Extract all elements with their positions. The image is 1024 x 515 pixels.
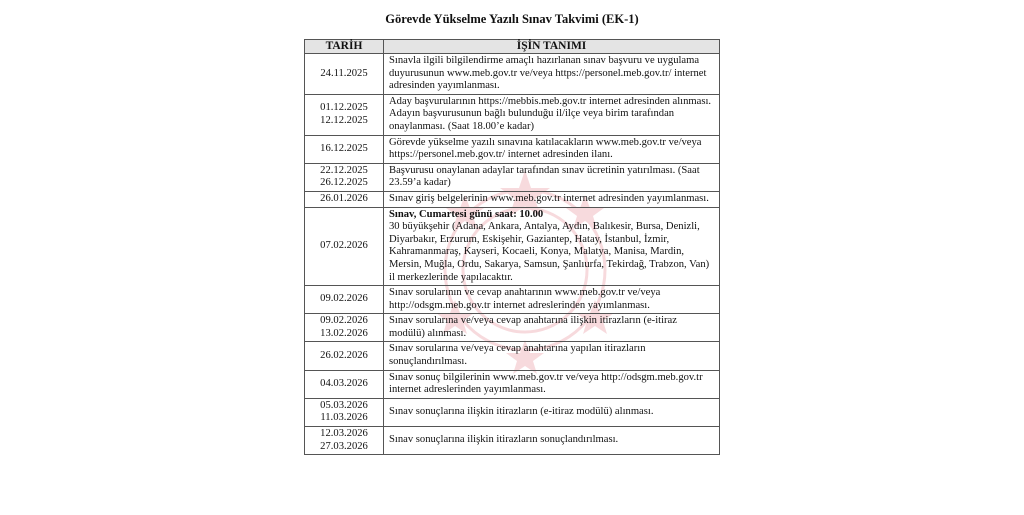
table-row <box>305 163 720 191</box>
exam-time-heading: Sınav, Cumartesi günü saat: 10.00 <box>389 208 544 220</box>
date-cell <box>305 286 384 314</box>
end-date: 13.02.2026 <box>320 327 368 339</box>
table-row <box>305 342 720 370</box>
description-text: Başvurusu onaylanan adaylar tarafından sınav ücretinin yatırılması. (Saat 23.59’a kadar) <box>389 164 700 189</box>
description-cell <box>384 398 720 426</box>
description-cell <box>384 163 720 191</box>
date-cell <box>305 370 384 398</box>
table-row <box>305 207 720 286</box>
description-text: Sınav sonuçlarına ilişkin itirazların (e-itiraz modülü) alınması. <box>389 406 654 418</box>
description-text: Sınav giriş belgelerinin www.meb.gov.tr internet adresinden yayımlanması. <box>389 192 709 204</box>
table-row <box>305 398 720 426</box>
description-cell <box>384 286 720 314</box>
end-date: 26.12.2025 <box>320 177 368 189</box>
start-date: 04.03.2026 <box>320 377 368 389</box>
description-text: Aday başvurularının https://mebbis.meb.gov.tr internet adresinden alınması. Adayın başvurusunun bağlı bulunduğu il/ilçe veya birim tarafından onaylanması. (Saat 18.00’e kadar) <box>389 95 712 132</box>
table-row <box>305 191 720 207</box>
description-text: Sınavla ilgili bilgilendirme amaçlı hazırlanan sınav başvuru ve uygulama duyurusunun www.meb.gov.tr ve/veya https://personel.meb.gov.tr/ internet adresinden yayımlanması. <box>389 55 707 92</box>
table-row <box>305 54 720 95</box>
description-cell <box>384 135 720 163</box>
date-cell <box>305 54 384 95</box>
description-text: Sınav sonuçlarına ilişkin itirazların sonuçlandırılması. <box>389 434 619 446</box>
description-cell <box>384 370 720 398</box>
description-cell <box>384 207 720 286</box>
description-text: 30 büyükşehir (Adana, Ankara, Antalya, Aydın, Balıkesir, Bursa, Denizli, Diyarbakır, Erzurum, Eskişehir, Gaziantep, Hatay, İstanbul, İzmir, Kahramanmaraş, Kayseri, Kocaeli, Konya, Malatya, Manisa, Mardin, Mersin, Muğla, Ordu, Sakarya, Samsun, Şanlıurfa, Tekirdağ, Trabzon, Van) il merkezlerinde yapılacaktır. <box>389 221 710 283</box>
description-cell <box>384 191 720 207</box>
description-text: Sınav sorularına ve/veya cevap anahtarına ilişkin itirazların (e-itiraz modülü) alınması. <box>389 315 677 339</box>
description-text: Sınav sonuç bilgilerinin www.meb.gov.tr ve/veya http://odsgm.meb.gov.tr internet adreslerinden yayımlanması. <box>389 371 703 396</box>
table-row <box>305 286 720 314</box>
date-cell <box>305 207 384 286</box>
start-date: 26.01.2026 <box>320 192 368 204</box>
start-date: 01.12.2025 <box>320 102 368 114</box>
end-date: 27.03.2026 <box>320 440 368 452</box>
end-date: 12.12.2025 <box>320 114 368 126</box>
start-date: 24.11.2025 <box>320 67 368 79</box>
end-date: 11.03.2026 <box>320 412 368 424</box>
start-date: 16.12.2025 <box>320 142 368 154</box>
start-date: 09.02.2026 <box>320 315 368 327</box>
description-cell <box>384 342 720 370</box>
description-cell <box>384 54 720 95</box>
date-column-header: TARİH <box>305 40 384 54</box>
description-text: Görevde yükselme yazılı sınavına katılacakların www.meb.gov.tr ve/veya https://personel.meb.gov.tr/ internet adresinden ilanı. <box>389 136 702 161</box>
date-cell <box>305 398 384 426</box>
exam-calendar-table <box>304 39 720 455</box>
start-date: 12.03.2026 <box>320 428 368 440</box>
start-date: 05.03.2026 <box>320 399 368 411</box>
document-title: Görevde Yükselme Yazılı Sınav Takvimi (EK-1) <box>385 12 639 26</box>
start-date: 07.02.2026 <box>320 240 368 252</box>
date-cell <box>305 135 384 163</box>
description-text: Sınav sorularının ve cevap anahtarının www.meb.gov.tr ve/veya http://odsgm.meb.gov.tr internet adreslerinden yayımlanması. <box>389 287 661 311</box>
table-body <box>305 54 720 455</box>
start-date: 26.02.2026 <box>320 349 368 361</box>
description-text: Sınav sorularına ve/veya cevap anahtarına yapılan itirazların sonuçlandırılması. <box>389 343 646 368</box>
description-cell <box>384 427 720 455</box>
description-cell <box>384 94 720 135</box>
table-row <box>305 94 720 135</box>
date-cell <box>305 94 384 135</box>
table-header-row <box>305 40 720 54</box>
start-date: 22.12.2025 <box>320 164 368 176</box>
date-cell <box>305 342 384 370</box>
table-row <box>305 135 720 163</box>
description-cell <box>384 314 720 342</box>
date-cell <box>305 314 384 342</box>
start-date: 09.02.2026 <box>320 293 368 305</box>
date-cell <box>305 191 384 207</box>
description-column-header: İŞİN TANIMI <box>384 40 720 54</box>
table-row <box>305 314 720 342</box>
date-cell <box>305 427 384 455</box>
table-row <box>305 370 720 398</box>
date-cell <box>305 163 384 191</box>
table-row <box>305 427 720 455</box>
